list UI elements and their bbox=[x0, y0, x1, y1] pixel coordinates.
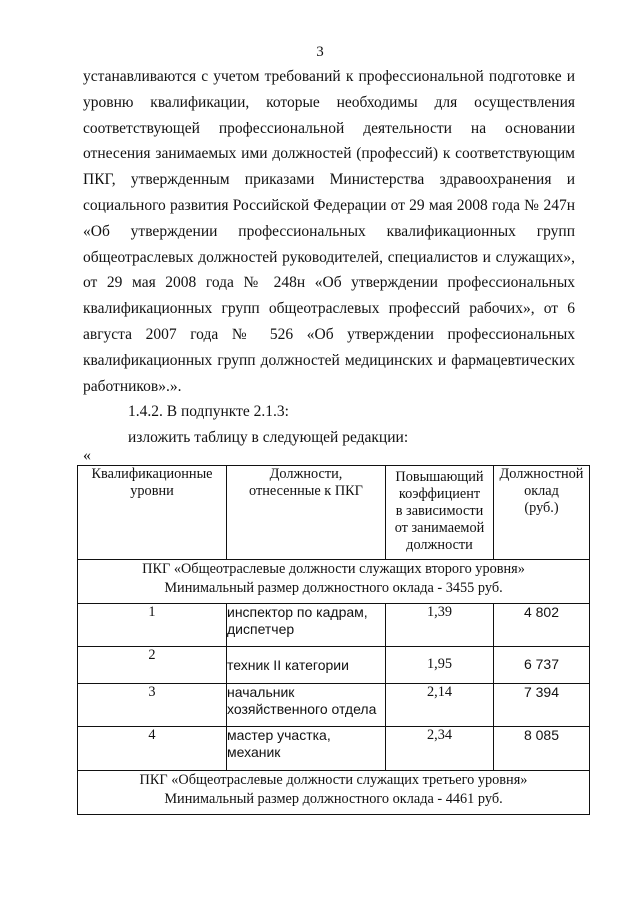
text-line: социального развития Российской Федерации от 29 мая 2008 года № 247н bbox=[83, 196, 575, 214]
text-line: августа 2007 года № 526 «Об утверждении профессиональных bbox=[83, 325, 575, 343]
position-line: механик bbox=[227, 744, 281, 760]
header-coefficient-line: Повышающий bbox=[395, 469, 484, 485]
position-line: техник II категории bbox=[227, 657, 349, 673]
group-min-salary: Минимальный размер должностного оклада - 4461 руб. bbox=[164, 791, 503, 807]
table-header-row bbox=[78, 466, 590, 560]
position-line: диспетчер bbox=[227, 621, 295, 637]
salary-cell: 8 085 bbox=[494, 727, 590, 771]
group-min-salary: Минимальный размер должностного оклада - 3455 руб. bbox=[164, 580, 503, 596]
text-line: «Об утверждении профессиональных квалификационных групп bbox=[83, 222, 575, 240]
position-cell bbox=[227, 684, 386, 727]
group-title: ПКГ «Общеотраслевые должности служащих второго уровня» bbox=[142, 561, 525, 577]
table-row bbox=[78, 604, 590, 647]
level-cell: 3 bbox=[78, 684, 227, 727]
position-line: начальник bbox=[227, 684, 295, 700]
header-level-line: Квалификационные bbox=[91, 466, 213, 482]
header-coefficient-line: должности bbox=[406, 537, 473, 553]
text-line: от 29 мая 2008 года № 248н «Об утверждении профессиональных bbox=[83, 274, 575, 292]
header-coefficient bbox=[386, 466, 494, 560]
group-2-cell bbox=[78, 771, 590, 815]
header-position-line: отнесенные к ПКГ bbox=[249, 483, 363, 499]
coefficient-cell: 2,14 bbox=[386, 684, 494, 727]
position-cell bbox=[227, 727, 386, 771]
header-coefficient-line: коэффициент bbox=[398, 486, 481, 502]
salary-cell: 6 737 bbox=[494, 647, 590, 684]
table-row bbox=[78, 727, 590, 771]
text-line: ПКГ, утвержденным приказами Министерства здравоохранения и bbox=[83, 171, 575, 189]
header-salary-line: (руб.) bbox=[524, 500, 559, 516]
group-1-cell bbox=[78, 560, 590, 604]
header-salary-line: Должностной bbox=[499, 466, 584, 482]
header-level bbox=[78, 466, 227, 560]
subpoint-heading: 1.4.2. В подпункте 2.1.3: bbox=[128, 403, 289, 421]
salary-table bbox=[77, 465, 590, 815]
table-row bbox=[78, 684, 590, 727]
text-line: квалификационных групп должностей медицинских и фармацевтических bbox=[83, 351, 575, 369]
position-cell bbox=[227, 604, 386, 647]
text-line: работников».». bbox=[83, 377, 182, 395]
position-line: хозяйственного отдела bbox=[227, 701, 377, 717]
text-line: общеотраслевых должностей руководителей, специалистов и служащих», bbox=[83, 248, 575, 266]
opening-quote: « bbox=[83, 447, 91, 464]
header-salary bbox=[494, 466, 590, 560]
header-position bbox=[227, 466, 386, 560]
coefficient-cell: 1,39 bbox=[386, 604, 494, 647]
group-row bbox=[78, 771, 590, 815]
page-number: 3 bbox=[316, 44, 324, 60]
text-line: квалификационных групп общеотраслевых профессий рабочих», от 6 bbox=[83, 300, 575, 318]
salary-cell: 7 394 bbox=[494, 684, 590, 727]
text-line: устанавливаются с учетом требований к профессиональной подготовке и bbox=[83, 68, 575, 85]
text-line: соответствующей профессиональной деятельности на основании bbox=[83, 119, 575, 137]
paragraph-body bbox=[83, 64, 575, 451]
coefficient-cell: 1,95 bbox=[386, 647, 494, 684]
level-cell: 1 bbox=[78, 604, 227, 647]
header-level-line: уровни bbox=[130, 483, 174, 499]
header-coefficient-line: от занимаемой bbox=[394, 520, 485, 536]
level-cell: 4 bbox=[78, 727, 227, 771]
group-row bbox=[78, 560, 590, 604]
instruction-line: изложить таблицу в следующей редакции: bbox=[128, 429, 409, 447]
group-title: ПКГ «Общеотраслевые должности служащих третьего уровня» bbox=[139, 772, 528, 788]
header-coefficient-line: в зависимости bbox=[395, 503, 484, 519]
coefficient-cell: 2,34 bbox=[386, 727, 494, 771]
text-line: отнесения занимаемых ими должностей (профессий) к соответствующим bbox=[83, 145, 575, 163]
salary-cell: 4 802 bbox=[494, 604, 590, 647]
position-cell bbox=[227, 647, 386, 684]
header-position-line: Должности, bbox=[269, 466, 343, 482]
text-line: уровню квалификации, которые необходимы для осуществления bbox=[83, 93, 575, 111]
header-salary-line: оклад bbox=[524, 483, 559, 499]
position-line: инспектор по кадрам, bbox=[227, 604, 368, 620]
level-cell: 2 bbox=[78, 647, 227, 684]
table-row bbox=[78, 647, 590, 684]
position-line: мастер участка, bbox=[227, 727, 331, 743]
